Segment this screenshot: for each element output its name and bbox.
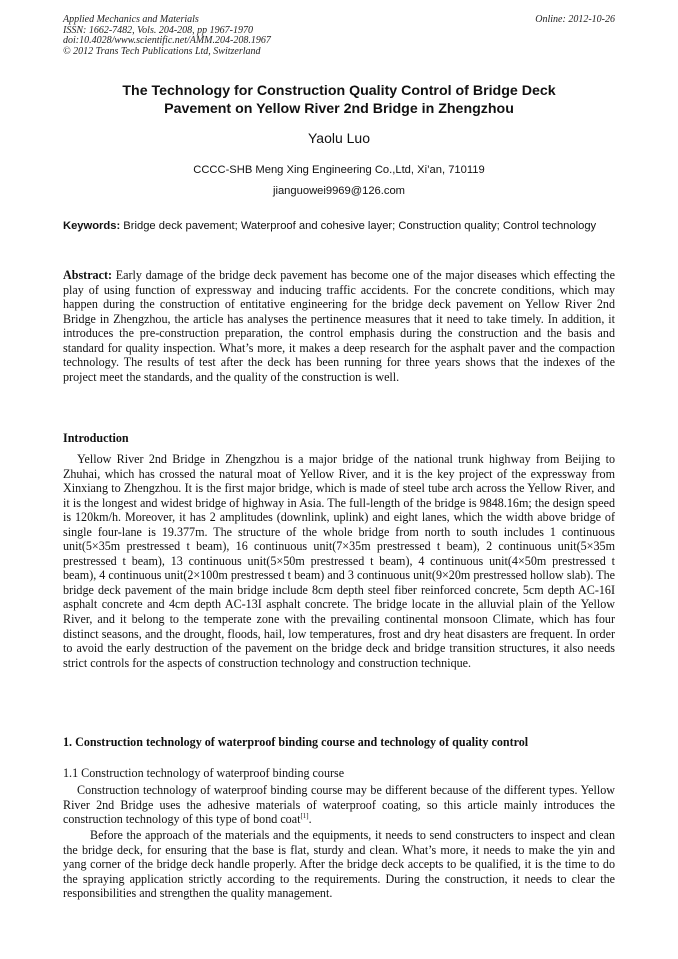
- abstract-text: Early damage of the bridge deck pavement has become one of the major diseases which effecting the play of using function of expressway and inducing traffic accidents. For the concrete conditions, which may happen during the construction of entitative engineering for the bridge deck pavement on Yellow River 2nd Bridge in Zhengzhou, the article has analyses the pertinence measures that it need to take timely. In addition, it introduces the pre-construction preparation, the control emphasis during the construction and the basis and standard for quality inspection. What’s more, it makes a deep research for the asphalt paver and the compaction technology. The results of test after the deck has been running for three years shows that the indexes of the project meet the standards, and the quality of the construction is well.: [63, 268, 615, 384]
- journal-header: [63, 15, 615, 57]
- online-date: Online: 2012-10-26: [535, 14, 615, 25]
- paragraph-1-end: .: [308, 812, 312, 827]
- section-1-1-heading: 1.1 Construction technology of waterproof binding course: [63, 766, 345, 780]
- journal-name: Applied Mechanics and Materials: [63, 14, 199, 25]
- keywords-block: [63, 219, 615, 233]
- title-line-1: The Technology for Construction Quality Control of Bridge Deck: [122, 83, 556, 99]
- author-name: Yaolu Luo: [307, 130, 370, 146]
- citation-ref-1[interactable]: [1]: [300, 812, 309, 821]
- section-1-1-paragraph-1: [63, 783, 615, 827]
- author-email[interactable]: jianguowei9969@126.com: [272, 185, 406, 197]
- section-1-1-paragraph-2: Before the approach of the materials and the equipments, it needs to send constructers to inspect and clean the bridge deck, for ensuring that the base is flat, sturdy and clean. What’s more, it needs to make the yin and yang corner of the bridge deck handle properly. After the bridge deck accepts to be qualified, it is the time to do the spraying application strictly according to the requirements. During the construction, it needs to clear the responsibilities and strengthen the quality management.: [63, 828, 615, 901]
- keywords-label: Keywords:: [63, 220, 121, 232]
- issn-line: ISSN: 1662-7482, Vols. 204-208, pp 1967-1970: [63, 24, 253, 36]
- author-affiliation: CCCC-SHB Meng Xing Engineering Co.,Ltd, Xi’an, 710119: [193, 164, 485, 176]
- doi-line[interactable]: doi:10.4028/www.scientific.net/AMM.204-208.1967: [63, 35, 271, 47]
- section-1-heading: 1. Construction technology of waterproof binding course and technology of quality control: [63, 735, 529, 749]
- paper-title: [63, 82, 615, 118]
- paragraph-1-text: Construction technology of waterproof binding course may be different because of the different types. Yellow River 2nd Bridge uses the adhesive materials of waterproof coating, so this article mainly introduces the construction technology of this type of bond coat: [63, 783, 615, 827]
- abstract-block: [63, 268, 615, 384]
- abstract-label: Abstract:: [63, 268, 113, 282]
- keywords-text: Bridge deck pavement; Waterproof and cohesive layer; Construction quality; Control technology: [120, 220, 597, 232]
- title-line-2: Pavement on Yellow River 2nd Bridge in Zhengzhou: [164, 101, 514, 117]
- introduction-paragraph: Yellow River 2nd Bridge in Zhengzhou is a major bridge of the national trunk highway from Beijing to Zhuhai, which has crossed the natural moat of Yellow River, and it is the key project of the expressway from Xinxiang to Zhengzhou. It is the first major bridge, which is made of steel tube arch across the Yellow River, and it is the longest and widest bridge of highway in Asia. The full-length of the bridge is 9848.16m; the design speed is 120km/h. Moreover, it has 2 amplitudes (downlink, uplink) and eight lanes, which the width above bridge of single four-lane is 19.377m. The structure of the whole bridge from north to south includes 1 continuous unit(5×35m prestressed t beam), 16 continuous unit(7×35m prestressed t beam), 2 continuous unit(5×35m prestressed t beam), 13 continuous unit(5×50m prestressed t beam), 4 continuous unit(4×50m prestressed t beam), 4 continuous unit(2×100m prestressed t beam) and 3 continuous unit(9×20m prestressed hollow slab). The bridge deck pavement of the main bridge include 8cm depth steel fiber reinforced concrete, 5cm depth AC-16I asphalt concrete and 4cm depth AC-13I asphalt concrete. The bridge locate in the alluvial plain of the Yellow River, and it belong to the temperate zone with the prevailing continental monsoon Climate, which has four distinct seasons, and the drought, floods, hail, low temperatures, frost and dry heat disasters are frequent. In order to avoid the early destruction of the pavement on the bridge deck and bridge transition structures, it also needs strict controls for the aspects of construction technology and construction technique.: [63, 452, 615, 670]
- introduction-heading: Introduction: [63, 431, 129, 445]
- copyright-line: © 2012 Trans Tech Publications Ltd, Switzerland: [63, 45, 261, 57]
